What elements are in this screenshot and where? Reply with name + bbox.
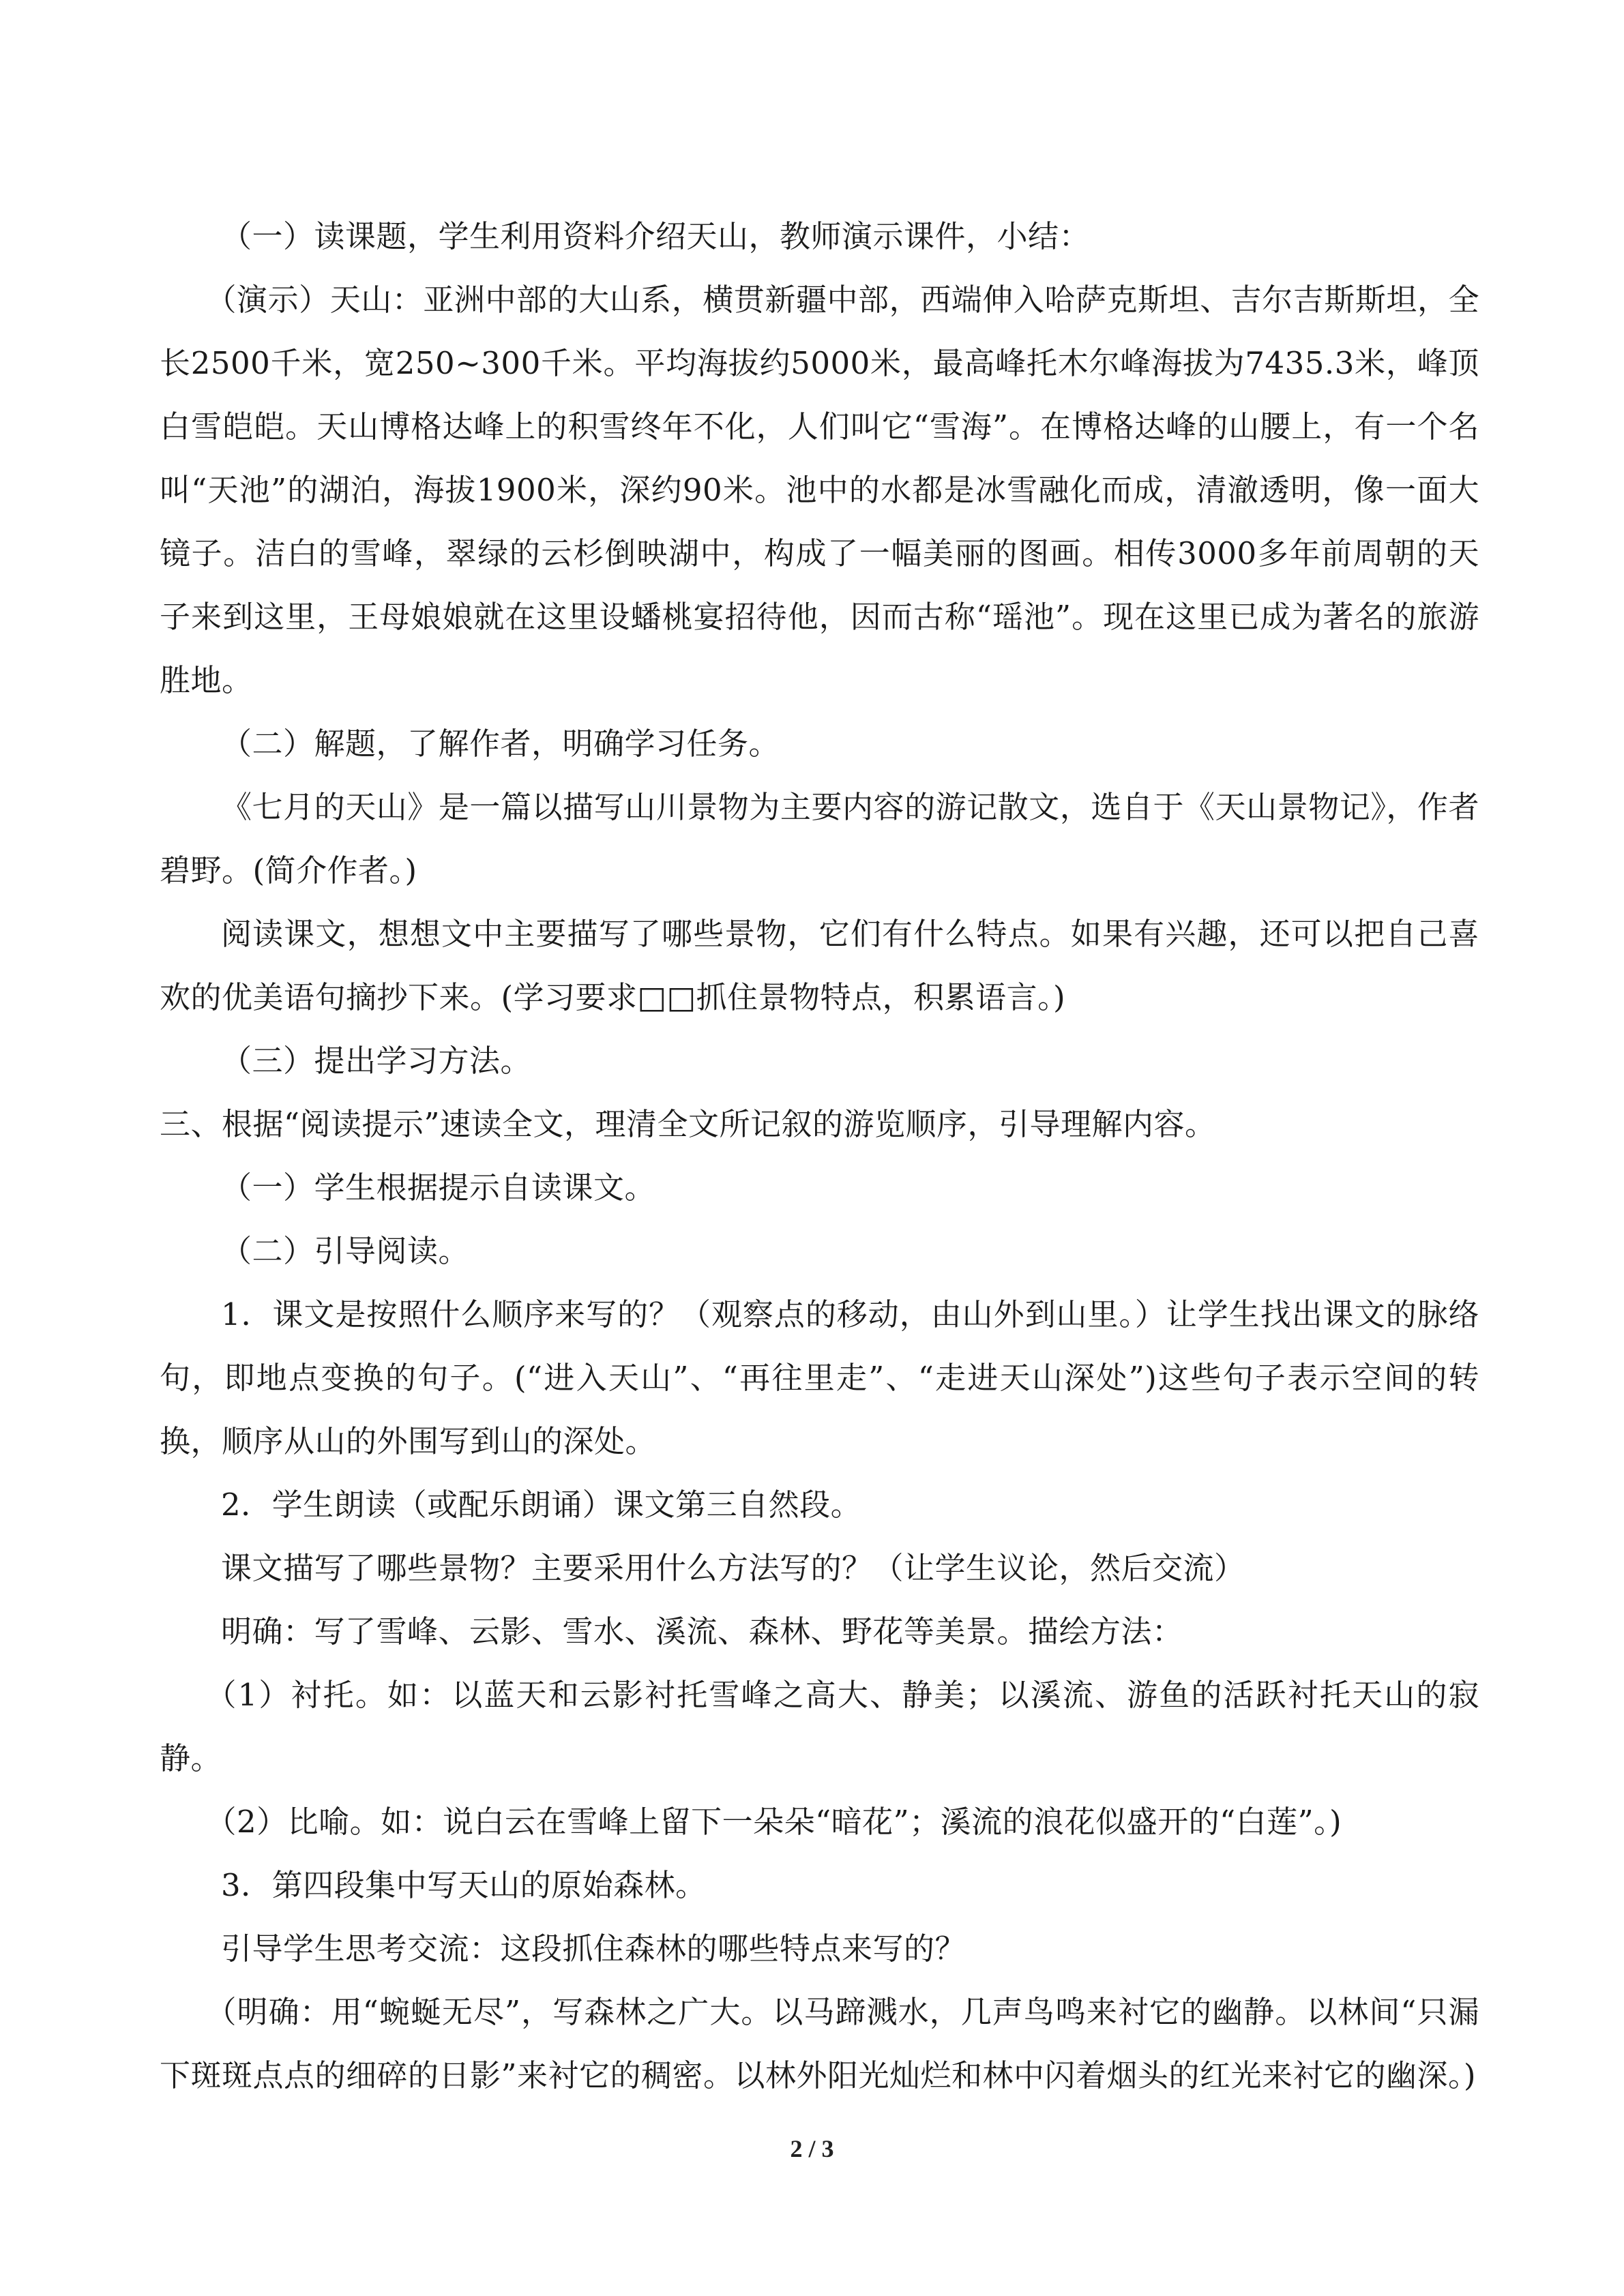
paragraph-3: （二）解题，了解作者，明确学习任务。 (221, 726, 780, 762)
paragraph-5: 阅读课文，想想文中主要描写了哪些景物，它们有什么特点。如果有兴趣，还可以把自己喜欢的优美语句摘抄下来。(学习要求□□抓住景物特点，积累语言。) (160, 916, 1479, 1015)
paragraph-12: 课文描写了哪些景物？主要采用什么方法写的？（让学生议论，然后交流） (221, 1550, 1245, 1586)
paragraph-9: （二）引导阅读。 (221, 1233, 470, 1269)
paragraph-8: （一）学生根据提示自读课文。 (221, 1169, 656, 1206)
paragraph-18: （明确：用“蜿蜒无尽”，写森林之广大。以马蹄溅水，几声鸟鸣来衬它的幽静。以林间“只漏下斑斑点点的细碎的日影”来衬它的稠密。以林外阳光灿烂和林中闪着烟头的红光来衬它的幽深。) (160, 1994, 1479, 2093)
paragraph-10: 1．课文是按照什么顺序来写的？（观察点的移动，由山外到山里。）让学生找出课文的脉络句，即地点变换的句子。(“进入天山”、“再往里走”、“走进天山深处”)这些句子表示空间的转换，顺序从山的外围写到山的深处。 (160, 1296, 1479, 1459)
section-heading-3: 三、根据“阅读提示”速读全文，理清全文所记叙的游览顺序，引导理解内容。 (160, 1106, 1216, 1142)
paragraph-4: 《七月的天山》是一篇以描写山川景物为主要内容的游记散文，选自于《天山景物记》，作者碧野。(简介作者。) (160, 789, 1479, 889)
paragraph-13: 明确：写了雪峰、云影、雪水、溪流、森林、野花等美景。描绘方法： (221, 1613, 1183, 1650)
paragraph-14: （1）衬托。如：以蓝天和云影衬托雪峰之高大、静美；以溪流、游鱼的活跃衬托天山的寂静。 (160, 1677, 1479, 1776)
paragraph-6: （三）提出学习方法。 (221, 1043, 532, 1079)
paragraph-11: 2．学生朗读（或配乐朗诵）课文第三自然段。 (221, 1487, 862, 1523)
paragraph-1: （一）读课题，学生利用资料介绍天山，教师演示课件，小结： (221, 218, 1091, 254)
paragraph-16: 3．第四段集中写天山的原始森林。 (221, 1867, 707, 1903)
paragraph-2: （演示）天山：亚洲中部的大山系，横贯新疆中部，西端伸入哈萨克斯坦、吉尔吉斯斯坦，全长2500千米，宽250~300千米。平均海拔约5000米，最高峰托木尔峰海拔为7435.3米，峰顶白雪皑皑。天山博格达峰上的积雪终年不化，人们叫它“雪海”。在博格达峰的山腰上，有一个名叫“天池”的湖泊，海拔1900米，深约90米。池中的水都是冰雪融化而成，清澈透明，像一面大镜子。洁白的雪峰，翠绿的云杉倒映湖中，构成了一幅美丽的图画。相传3000多年前周朝的天子来到这里，王母娘娘就在这里设蟠桃宴招待他，因而古称“瑶池”。现在这里已成为著名的旅游胜地。 (160, 282, 1479, 698)
document-body (160, 205, 1479, 2107)
paragraph-15: （2）比喻。如：说白云在雪峰上留下一朵朵“暗花”；溪流的浪花似盛开的“白莲”。) (205, 1804, 1342, 1840)
paragraph-17: 引导学生思考交流：这段抓住森林的哪些特点来写的？ (221, 1930, 966, 1967)
page-number: 2 / 3 (790, 2135, 834, 2162)
